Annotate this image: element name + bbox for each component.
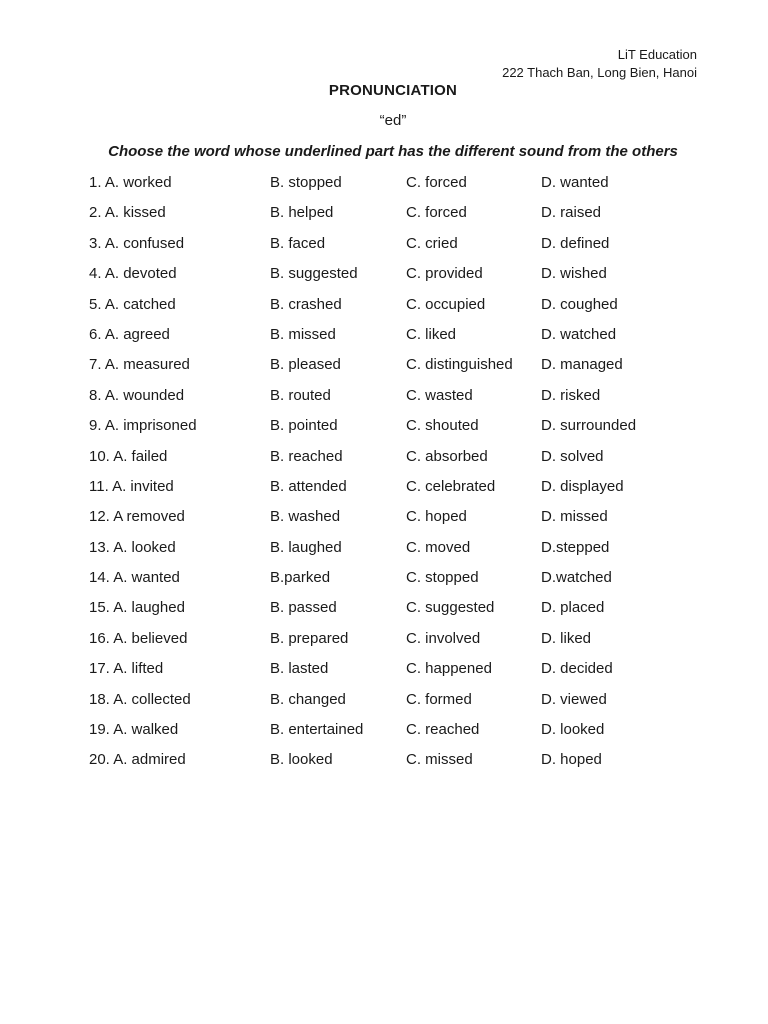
- question-row: [0, 263, 768, 293]
- option-c: C. involved: [406, 629, 481, 647]
- option-b: B. missed: [270, 325, 336, 343]
- option-b: B. stopped: [270, 174, 342, 191]
- option-b: B.parked: [270, 569, 331, 587]
- option-a: 15. A. laughed: [89, 599, 185, 617]
- option-b: B. attended: [270, 477, 347, 495]
- option-c: C. suggested: [406, 599, 495, 617]
- option-a: 1. A. worked: [89, 174, 172, 191]
- option-a: 6. A. agreed: [89, 325, 170, 343]
- option-b: B. suggested: [270, 265, 358, 283]
- option-a: 2. A. kissed: [89, 204, 166, 222]
- page-subtitle: “ed”: [379, 112, 407, 129]
- option-a: 4. A. devoted: [89, 265, 177, 283]
- option-d: D. viewed: [541, 690, 607, 708]
- question-row: [0, 385, 768, 415]
- option-b: B. looked: [270, 751, 333, 769]
- option-a: 16. A. believed: [89, 629, 188, 647]
- question-row: [0, 689, 768, 719]
- option-d: D. solved: [541, 447, 604, 465]
- question-row: [0, 415, 768, 445]
- option-d: D. displayed: [541, 477, 624, 495]
- option-a: 7. A. measured: [89, 356, 190, 374]
- option-b: B. faced: [270, 234, 326, 252]
- option-d: D. defined: [541, 234, 610, 252]
- option-a: 8. A. wounded: [89, 386, 185, 404]
- question-row: [0, 354, 768, 384]
- question-row: [0, 294, 768, 324]
- option-a: 5. A. catched: [89, 295, 176, 313]
- instruction-text: Choose the word whose underlined part has the different sound from the others: [108, 143, 678, 160]
- question-row: [0, 506, 768, 536]
- question-row: [0, 719, 768, 749]
- option-b: B. passed: [270, 599, 337, 617]
- option-d: D. raised: [541, 204, 602, 222]
- option-c: C. absorbed: [406, 447, 488, 465]
- option-d: D. wished: [541, 265, 607, 283]
- option-d: D. wanted: [541, 174, 609, 191]
- option-c: C. stopped: [406, 569, 479, 587]
- option-c: C. distinguished: [406, 356, 513, 374]
- option-d: D. managed: [541, 356, 623, 374]
- option-d: D.stepped: [541, 538, 610, 556]
- option-b: B. reached: [270, 447, 343, 465]
- option-d: D. liked: [541, 629, 592, 647]
- option-b: B. entertained: [270, 721, 364, 739]
- option-c: C. celebrated: [406, 477, 496, 495]
- option-b: B. helped: [270, 204, 334, 222]
- option-b: B. pointed: [270, 417, 338, 435]
- question-row: [0, 446, 768, 476]
- option-c: C. formed: [406, 690, 472, 708]
- question-row: [0, 749, 768, 779]
- option-a: 20. A. admired: [89, 751, 186, 769]
- option-d: D. missed: [541, 508, 608, 526]
- option-c: C. provided: [406, 265, 483, 283]
- option-a: 9. A. imprisoned: [89, 417, 197, 435]
- org-name: LiT Education: [617, 47, 697, 62]
- option-d: D. watched: [541, 325, 617, 343]
- option-b: B. prepared: [270, 629, 349, 647]
- option-b: B. crashed: [270, 295, 342, 313]
- option-a: 14. A. wanted: [89, 569, 180, 587]
- org-address: 222 Thach Ban, Long Bien, Hanoi: [502, 65, 697, 80]
- option-d: D. looked: [541, 721, 605, 739]
- question-row: [0, 202, 768, 232]
- option-b: B. routed: [270, 386, 331, 404]
- option-d: D.watched: [541, 569, 612, 587]
- question-row: [0, 658, 768, 688]
- option-c: C. hoped: [406, 508, 467, 526]
- option-d: D. placed: [541, 599, 605, 617]
- option-b: B. changed: [270, 690, 346, 708]
- question-row: [0, 233, 768, 263]
- question-row: [0, 567, 768, 597]
- question-row: [0, 628, 768, 658]
- option-a: 10. A. failed: [89, 447, 168, 465]
- option-c: C. forced: [406, 174, 467, 191]
- option-c: C. liked: [406, 325, 457, 343]
- option-c: C. missed: [406, 751, 473, 769]
- option-c: C. forced: [406, 204, 467, 222]
- question-row: [0, 597, 768, 627]
- option-b: B. lasted: [270, 660, 329, 678]
- option-d: D. coughed: [541, 295, 618, 313]
- option-d: D. hoped: [541, 751, 602, 769]
- option-d: D. decided: [541, 660, 613, 678]
- option-b: B. washed: [270, 508, 341, 526]
- option-c: C. occupied: [406, 295, 486, 313]
- option-c: C. cried: [406, 234, 458, 252]
- question-list: [0, 172, 768, 780]
- option-d: D. risked: [541, 386, 601, 404]
- option-a: 12. A removed: [89, 508, 185, 526]
- option-a: 11. A. invited: [89, 477, 174, 495]
- option-c: C. shouted: [406, 417, 479, 435]
- question-row: [0, 537, 768, 567]
- question-row: [0, 476, 768, 506]
- option-c: C. moved: [406, 538, 471, 556]
- option-a: 3. A. confused: [89, 234, 185, 252]
- option-a: 13. A. looked: [89, 538, 176, 556]
- option-b: B. pleased: [270, 356, 341, 374]
- option-d: D. surrounded: [541, 417, 637, 435]
- option-c: C. wasted: [406, 386, 473, 404]
- option-c: C. happened: [406, 660, 492, 678]
- option-a: 17. A. lifted: [89, 660, 164, 678]
- option-a: 18. A. collected: [89, 690, 191, 708]
- question-row: [0, 172, 768, 202]
- option-b: B. laughed: [270, 538, 342, 556]
- page-title: PRONUNCIATION: [328, 82, 458, 99]
- option-c: C. reached: [406, 721, 480, 739]
- question-row: [0, 324, 768, 354]
- option-a: 19. A. walked: [89, 721, 179, 739]
